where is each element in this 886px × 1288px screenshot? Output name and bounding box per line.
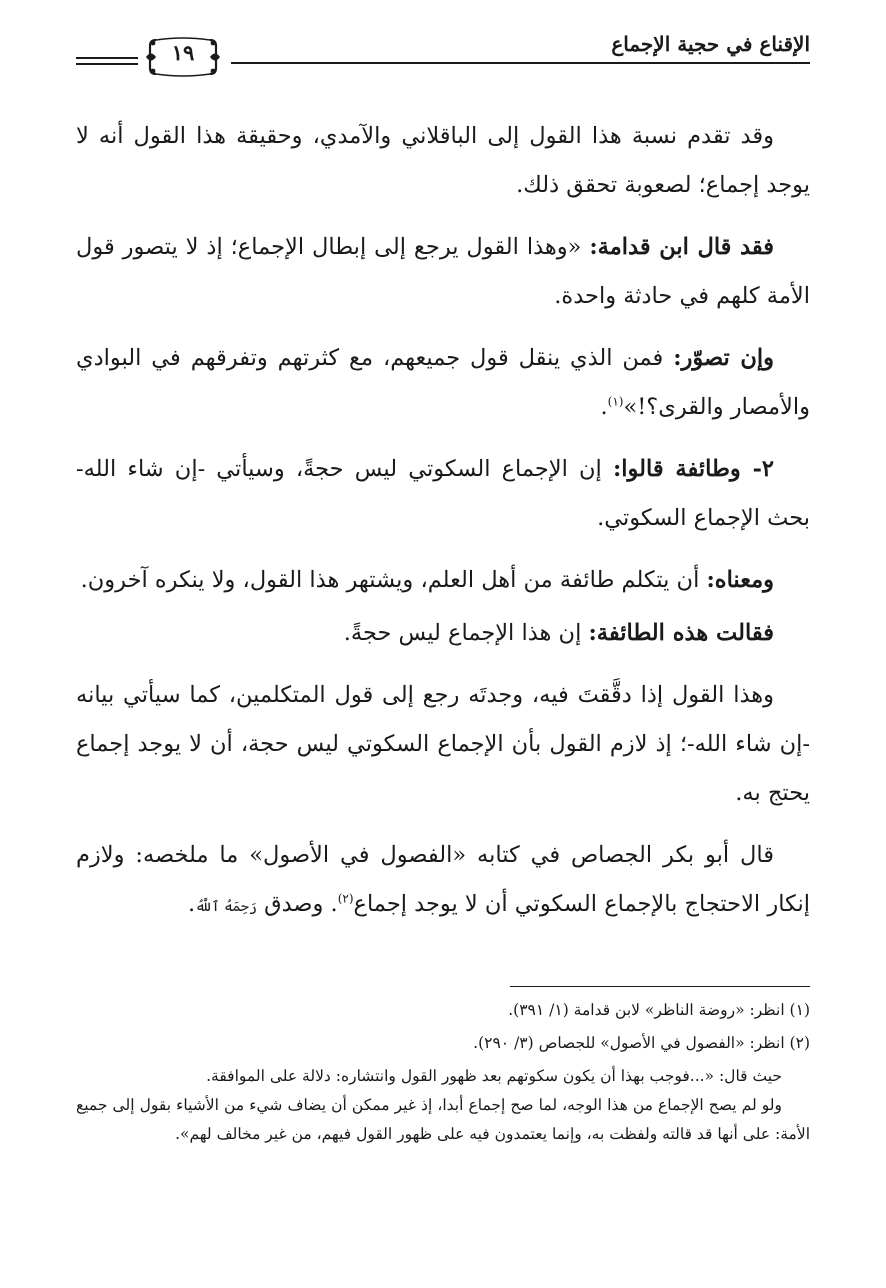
footnote-2-quote-2: ولو لم يصح الإجماع من هذا الوجه، لما صح إجماع أبدا، إذ غير ممكن أن يضاف شيء من الأشياء بقول إلى جميع الأمة: على أنها قد قالته ولفظت به، وإنما يعتمدون فيه على ظهور القول فيهم، من غير مخالف لهم». [76, 1096, 810, 1143]
paragraph-text: إن الإجماع السكوتي ليس حجةً، وسيأتي -إن شاء الله- بحث الإجماع السكوتي. [76, 456, 810, 531]
header-rule-left-bottom [76, 63, 138, 65]
paragraph-text: أن يتكلم طائفة من أهل العلم، ويشتهر هذا القول، ولا ينكره آخرون. [80, 567, 700, 593]
paragraph-text: إن هذا الإجماع ليس حجةً. [343, 620, 582, 646]
quote-text: فمن الذي ينقل قول جميعهم، مع كثرتهم وتفرقهم في البوادي والأمصار والقرى؟!» [76, 345, 810, 420]
footnote-ref[interactable]: (١) [607, 394, 624, 409]
paragraph-3: وإن تصوّر: فمن الذي ينقل قول جميعهم، مع كثرتهم وتفرقهم في البوادي والأمصار والقرى؟!»$^{(١)}$. [76, 345, 810, 420]
page-header [76, 28, 810, 76]
honorific-glyph: رَحِمَهُ ٱللَّهُ [195, 899, 257, 915]
paragraph-text: قال أبو بكر الجصاص في كتابه «الفصول في الأصول» ما ملخصه: ولازم إنكار الاحتجاج بالإجماع السكوتي أن لا يوجد إجماع [76, 842, 810, 917]
footnote-ref[interactable]: (٢) [337, 891, 354, 906]
footnote-2: (٢) انظر: «الفصول في الأصول» للجصاص (٣/ ٢٩٠). [473, 1034, 810, 1052]
paragraph-8 [76, 831, 810, 932]
period: . [187, 891, 196, 917]
paragraph-text-end: . وصدق [264, 891, 338, 917]
paragraph-4 [76, 445, 810, 543]
quote-text: «وهذا القول يرجع إلى إبطال الإجماع؛ إذ لا يتصور قول الأمة كلهم في حادثة واحدة. [76, 234, 810, 309]
main-text [76, 112, 810, 945]
footnote-1: (١) انظر: «روضة الناظر» لابن قدامة (١/ ٣٩١). [508, 1001, 810, 1019]
header-rule [231, 62, 810, 64]
book-title: الإقناع في حجية الإجماع [611, 32, 810, 56]
paragraph-7: وهذا القول إذا دقَّقتَ فيه، وجدتَه رجع إلى قول المتكلمين، كما سيأتي بيانه -إن شاء الله-؛ إذ لازم القول بأن الإجماع السكوتي ليس حجة، أن لا يوجد إجماع يحتج به. [76, 682, 810, 806]
speaker-label: وإن تصوّر: [673, 345, 775, 371]
footnote-2-quote-1: حيث قال: «...فوجب بهذا أن يكون سكوتهم بعد ظهور القول وانتشاره: دلالة على الموافقة. [206, 1067, 782, 1085]
page-number: ١٩ [171, 40, 195, 65]
footnote-separator [510, 986, 810, 987]
paragraph-1: وقد تقدم نسبة هذا القول إلى الباقلاني والآمدي، وحقيقة هذا القول أنه لا يوجد إجماع؛ لصعوبة تحقق ذلك. [76, 123, 810, 198]
paragraph-2 [76, 223, 810, 321]
term-label: ومعناه: [706, 567, 774, 593]
paragraph-6 [76, 609, 810, 658]
list-item-label: ٢- وطائفة قالوا: [612, 456, 774, 482]
paragraph-5 [76, 556, 810, 605]
footnotes [76, 996, 810, 1149]
header-rule-left-top [76, 57, 138, 59]
speaker-label: فقد قال ابن قدامة: [589, 234, 775, 260]
speaker-label: فقالت هذه الطائفة: [588, 620, 774, 646]
